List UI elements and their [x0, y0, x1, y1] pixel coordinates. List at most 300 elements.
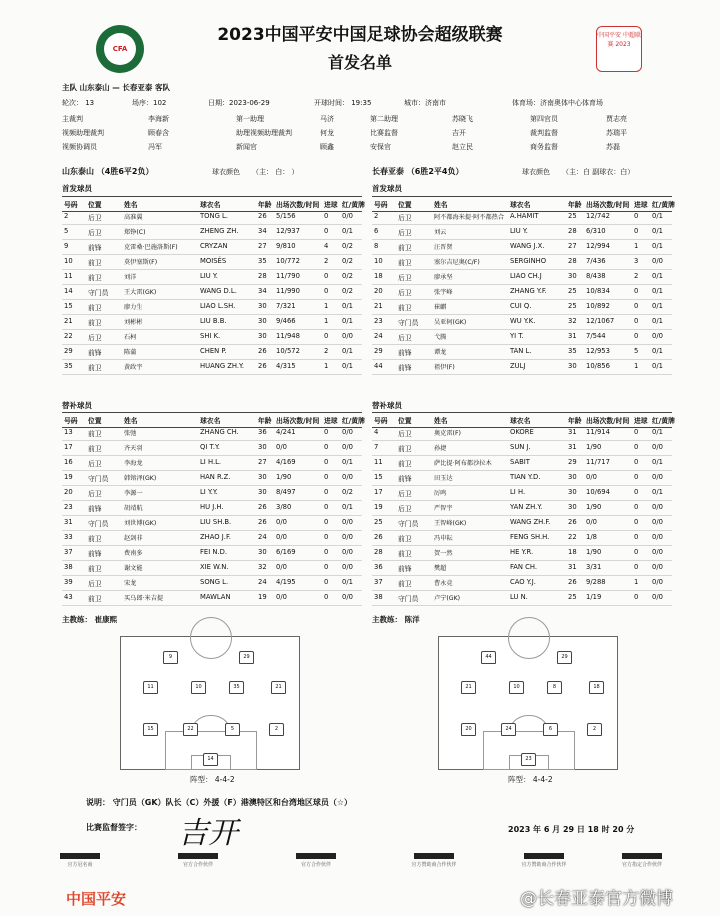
- table-cell: 买乌郎·米吉提: [124, 595, 164, 602]
- table-cell: 4/241: [276, 428, 296, 436]
- table-cell: 31: [568, 428, 577, 436]
- away-subs-col-header: 进球: [634, 417, 648, 425]
- table-row: [62, 456, 362, 471]
- teams-line: 主队 山东泰山 — 长春亚泰 客队: [62, 83, 170, 92]
- home-subs-col-header: 红/黄牌: [342, 417, 365, 425]
- player-shirt-icon: 18: [589, 681, 604, 694]
- table-cell: 前卫: [398, 460, 412, 468]
- table-cell: LI H.: [510, 488, 526, 496]
- table-cell: HU J.H.: [200, 503, 224, 511]
- table-cell: MAWLAN: [200, 593, 231, 601]
- player-shirt-icon: 29: [239, 651, 254, 664]
- table-cell: CAO Y.J.: [510, 578, 536, 586]
- table-cell: 15: [374, 473, 383, 481]
- table-cell: 1/8: [586, 533, 597, 541]
- table-cell: LIU Y.: [510, 227, 528, 235]
- away-starters-col-header: 号码: [374, 201, 388, 209]
- table-cell: LI H.L.: [200, 458, 222, 466]
- away-starters-table: [372, 196, 675, 391]
- coord-name: 冯军: [148, 143, 162, 151]
- away-coach: 主教练： 陈洋: [372, 615, 420, 624]
- table-row: [62, 210, 362, 225]
- table-cell: 前卫: [398, 580, 412, 588]
- table-cell: 0: [324, 518, 329, 526]
- player-shirt-icon: 35: [229, 681, 244, 694]
- super-label: 比赛监督: [370, 129, 398, 137]
- table-cell: 11/717: [586, 458, 610, 466]
- home-subs-table: [62, 412, 365, 612]
- table-cell: 37: [64, 548, 73, 556]
- ref-label: 主裁判: [62, 115, 83, 123]
- table-cell: 前锋: [88, 244, 102, 252]
- away-kit-values: （主：白 副球衣：白）: [562, 168, 635, 176]
- home-subs-col-header: 年龄: [258, 417, 272, 425]
- table-cell: 0/2: [342, 257, 353, 265]
- table-cell: 0: [634, 443, 639, 451]
- table-cell: 18: [568, 548, 577, 556]
- table-cell: 0/0: [276, 518, 287, 526]
- table-cell: 前卫: [88, 364, 102, 372]
- away-subs-col-header: 姓名: [434, 417, 448, 425]
- table-cell: XIE W.N.: [200, 563, 229, 571]
- table-cell: 28: [568, 257, 577, 265]
- table-cell: 8: [374, 242, 379, 250]
- table-cell: ZULJ: [510, 362, 526, 370]
- table-cell: 30: [568, 362, 577, 370]
- away-subs-label: 替补球员: [372, 401, 402, 410]
- table-cell: 29: [64, 347, 73, 355]
- table-cell: 4/315: [276, 362, 296, 370]
- table-cell: 前锋: [398, 475, 412, 483]
- table-row: [62, 330, 362, 345]
- table-row: [372, 441, 672, 456]
- table-cell: 11/790: [276, 272, 300, 280]
- table-cell: 前卫: [398, 244, 412, 252]
- press-name: 顾鑫: [320, 143, 334, 151]
- table-cell: 0: [324, 503, 329, 511]
- table-cell: 21: [64, 317, 73, 325]
- table-cell: 5: [634, 347, 639, 355]
- table-cell: 0/2: [342, 272, 353, 280]
- table-cell: 吴亚轲(GK): [434, 319, 467, 326]
- table-row: [62, 576, 362, 591]
- home-starters-col-header: 球衣名: [200, 201, 221, 209]
- table-cell: 崔麒: [434, 304, 447, 311]
- table-cell: 21: [374, 302, 383, 310]
- table-cell: 0/0: [342, 443, 353, 451]
- table-cell: 0/0: [586, 473, 597, 481]
- table-row: [372, 546, 672, 561]
- home-starters-col-header: 出场次数/时间: [276, 201, 320, 209]
- table-cell: 0/0: [276, 443, 287, 451]
- table-cell: 0/0: [652, 257, 663, 265]
- home-subs-col-header: 进球: [324, 417, 338, 425]
- fourth-name: 贾志亮: [606, 115, 627, 123]
- away-subs-col-header: 红/黄牌: [652, 417, 675, 425]
- table-cell: 刘彬彬: [124, 319, 143, 326]
- table-cell: 王大雷(GK): [124, 289, 157, 296]
- table-cell: LIAO L.SH.: [200, 302, 236, 310]
- table-cell: 0/0: [342, 563, 353, 571]
- table-cell: 31: [64, 518, 73, 526]
- table-cell: 前卫: [88, 259, 102, 267]
- away-subs-col-header: 号码: [374, 417, 388, 425]
- table-cell: 36: [258, 428, 267, 436]
- table-cell: 25: [374, 518, 383, 526]
- table-cell: 30: [258, 488, 267, 496]
- table-cell: 2: [324, 347, 329, 355]
- table-cell: 39: [64, 578, 73, 586]
- table-cell: 后卫: [88, 214, 102, 222]
- table-cell: 10/856: [586, 362, 610, 370]
- table-cell: ZHENG ZH.: [200, 227, 239, 235]
- away-subs-col-header: 位置: [398, 417, 412, 425]
- table-row: [372, 426, 672, 441]
- table-cell: ZHANG Y.F.: [510, 287, 547, 295]
- sponsor-4-label: 官方赞助商合作伙伴: [411, 862, 457, 868]
- table-cell: MOISÉS: [200, 257, 227, 265]
- table-cell: 0: [324, 578, 329, 586]
- table-cell: 25: [568, 593, 577, 601]
- table-cell: 0: [324, 488, 329, 496]
- player-shirt-icon: 20: [461, 723, 476, 736]
- home-subs-label: 替补球员: [62, 401, 92, 410]
- table-cell: 9/466: [276, 317, 296, 325]
- table-cell: 35: [258, 257, 267, 265]
- table-cell: 31: [568, 332, 577, 340]
- table-cell: 1/90: [276, 473, 292, 481]
- table-cell: 1: [324, 317, 329, 325]
- table-row: [372, 330, 672, 345]
- table-cell: 0: [634, 302, 639, 310]
- table-row: [372, 300, 672, 315]
- table-cell: 0: [634, 563, 639, 571]
- table-cell: 30: [258, 302, 267, 310]
- home-starters-col-header: 号码: [64, 201, 78, 209]
- table-cell: 38: [64, 563, 73, 571]
- table-row: [62, 426, 362, 441]
- table-cell: 樊超: [434, 565, 447, 572]
- player-shirt-icon: 15: [143, 723, 158, 736]
- table-cell: 17: [64, 443, 73, 451]
- table-cell: 0: [634, 533, 639, 541]
- table-row: [372, 591, 672, 606]
- match-date: 日期：2023-06-29: [208, 99, 270, 107]
- table-cell: 12/953: [586, 347, 610, 355]
- refsup-label: 裁判监督: [530, 129, 558, 137]
- table-cell: 0/0: [652, 563, 663, 571]
- table-cell: 19: [258, 593, 267, 601]
- player-shirt-icon: 21: [271, 681, 286, 694]
- table-cell: 前卫: [88, 319, 102, 327]
- table-row: [62, 441, 362, 456]
- table-cell: 汪晋贤: [434, 244, 453, 251]
- table-cell: 0/1: [652, 458, 663, 466]
- table-cell: 9: [64, 242, 69, 250]
- away-starters-col-header: 位置: [398, 201, 412, 209]
- table-cell: 0/1: [342, 362, 353, 370]
- table-cell: 10/892: [586, 302, 610, 310]
- table-row: [372, 360, 672, 375]
- table-cell: 冯申耘: [434, 535, 453, 542]
- kickoff: 开球时间： 19:35: [314, 99, 372, 107]
- sign-label: 比赛监督签字：: [86, 823, 142, 832]
- table-cell: 陈蒲: [124, 349, 137, 356]
- table-cell: 0/0: [652, 533, 663, 541]
- table-row: [62, 315, 362, 330]
- table-cell: 26: [258, 347, 267, 355]
- home-subs-col-header: 出场次数/时间: [276, 417, 320, 425]
- table-cell: 3/31: [586, 563, 602, 571]
- away-starters-col-header: 进球: [634, 201, 648, 209]
- super-name: 吉开: [452, 129, 466, 137]
- table-cell: 奥克雷(F): [434, 430, 461, 437]
- table-cell: 0/0: [342, 533, 353, 541]
- table-cell: 0/1: [342, 578, 353, 586]
- table-cell: 前卫: [88, 274, 102, 282]
- var-name: 顾春含: [148, 129, 169, 137]
- table-cell: 10/772: [276, 257, 300, 265]
- table-cell: 24: [258, 533, 267, 541]
- table-row: [62, 255, 362, 270]
- city: 城市：济南市: [404, 99, 446, 107]
- player-shirt-icon: 11: [143, 681, 158, 694]
- table-cell: 0: [634, 332, 639, 340]
- table-cell: 28: [568, 227, 577, 235]
- table-cell: 0/1: [652, 302, 663, 310]
- table-cell: 李源一: [124, 490, 143, 497]
- table-cell: 0: [634, 317, 639, 325]
- table-cell: 30: [568, 488, 577, 496]
- table-cell: 孙捷: [434, 445, 447, 452]
- table-cell: 30: [258, 332, 267, 340]
- table-cell: 前卫: [88, 565, 102, 573]
- table-cell: 张宇峰: [434, 289, 453, 296]
- table-row: [372, 471, 672, 486]
- table-cell: SABIT: [510, 458, 530, 466]
- table-cell: 30: [258, 473, 267, 481]
- table-cell: HUANG ZH.Y.: [200, 362, 244, 370]
- table-cell: 1: [324, 302, 329, 310]
- table-cell: 萨比提·阿布都沙拉木: [434, 460, 492, 467]
- table-cell: 0/0: [652, 548, 663, 556]
- table-cell: HAN R.Z.: [200, 473, 231, 481]
- player-shirt-icon: 22: [183, 723, 198, 736]
- table-cell: 26: [258, 503, 267, 511]
- table-cell: 1: [634, 242, 639, 250]
- home-starters-col-header: 年龄: [258, 201, 272, 209]
- table-cell: 0/0: [652, 473, 663, 481]
- away-subs-col-header: 年龄: [568, 417, 582, 425]
- table-cell: 30: [568, 272, 577, 280]
- table-cell: 0/2: [342, 242, 353, 250]
- stadium: 体育场：济南奥体中心体育场: [512, 99, 603, 107]
- table-cell: 28: [374, 548, 383, 556]
- csl-logo: 中国平安 中超联赛 2023: [596, 26, 642, 72]
- table-cell: 守门员: [398, 319, 419, 327]
- table-cell: ZHANG CH.: [200, 428, 239, 436]
- table-cell: 0: [634, 227, 639, 235]
- table-cell: 10/572: [276, 347, 300, 355]
- table-cell: 0/1: [652, 428, 663, 436]
- table-cell: 0/1: [652, 488, 663, 496]
- table-cell: 0/0: [652, 518, 663, 526]
- table-cell: 0/1: [342, 458, 353, 466]
- table-cell: 卢宁(GK): [434, 595, 461, 602]
- table-cell: 2: [374, 212, 379, 220]
- round: 轮次： 13: [62, 99, 95, 107]
- table-row: [62, 300, 362, 315]
- table-cell: 34: [258, 287, 267, 295]
- sheet-title: 首发名单: [327, 53, 392, 72]
- table-cell: ZHAO J.F.: [200, 533, 231, 541]
- table-cell: 0/1: [342, 503, 353, 511]
- table-cell: 前卫: [88, 445, 102, 453]
- table-cell: 廖力生: [124, 304, 143, 311]
- table-cell: 0/1: [342, 302, 353, 310]
- table-cell: 26: [568, 518, 577, 526]
- table-cell: 1/90: [586, 548, 602, 556]
- table-cell: 0/1: [342, 227, 353, 235]
- table-cell: 11/948: [276, 332, 300, 340]
- table-cell: 5: [64, 227, 69, 235]
- table-cell: LIU B.B.: [200, 317, 227, 325]
- fourth-label: 第四官员: [530, 115, 558, 123]
- table-row: [62, 345, 362, 360]
- table-cell: 弋腾: [434, 334, 447, 341]
- table-cell: 前卫: [398, 550, 412, 558]
- away-starters-label: 首发球员: [372, 184, 402, 193]
- table-cell: 克雷桑·巴施洛斯(F): [124, 244, 178, 251]
- signature: 吉开: [178, 816, 238, 851]
- table-row: [372, 456, 672, 471]
- player-shirt-icon: 2: [587, 723, 602, 736]
- safety-name: 赵立民: [452, 143, 473, 151]
- table-cell: 10/834: [586, 287, 610, 295]
- table-cell: SONG L.: [200, 578, 229, 586]
- player-shirt-icon: 44: [481, 651, 496, 664]
- table-cell: SHI K.: [200, 332, 221, 340]
- table-cell: 0: [324, 428, 329, 436]
- table-cell: 28: [258, 272, 267, 280]
- table-cell: 0/1: [652, 287, 663, 295]
- table-row: [372, 531, 672, 546]
- comm-label: 商务监督: [530, 143, 558, 151]
- table-cell: 44: [374, 362, 383, 370]
- table-cell: 守门员: [398, 595, 419, 603]
- table-cell: 张弛: [124, 430, 137, 437]
- table-cell: 27: [568, 242, 577, 250]
- table-cell: 0/1: [652, 317, 663, 325]
- table-cell: 35: [64, 362, 73, 370]
- away-starters-col-header: 姓名: [434, 201, 448, 209]
- table-cell: CRYZAN: [200, 242, 228, 250]
- table-row: [62, 360, 362, 375]
- table-cell: A.HAMIT: [510, 212, 539, 220]
- sponsor-1: [50, 853, 110, 868]
- table-cell: 前卫: [398, 259, 412, 267]
- table-cell: 0/0: [342, 428, 353, 436]
- table-cell: 0/0: [652, 332, 663, 340]
- table-cell: 祖伊(F): [434, 364, 455, 371]
- table-cell: 0/0: [342, 473, 353, 481]
- table-cell: 33: [64, 533, 73, 541]
- table-cell: 20: [374, 287, 383, 295]
- home-starters-col-header: 进球: [324, 201, 338, 209]
- a1-label: 第一助理: [236, 115, 264, 123]
- table-cell: 0/0: [342, 593, 353, 601]
- table-cell: 26: [374, 533, 383, 541]
- table-cell: 前卫: [88, 304, 102, 312]
- table-cell: 后卫: [398, 274, 412, 282]
- table-cell: 19: [64, 473, 73, 481]
- table-cell: 守门员: [88, 520, 109, 528]
- table-cell: 0/1: [652, 362, 663, 370]
- table-cell: 1/19: [586, 593, 602, 601]
- table-cell: 7/436: [586, 257, 606, 265]
- table-cell: 0: [324, 548, 329, 556]
- table-cell: WU Y.K.: [510, 317, 536, 325]
- table-cell: 石柯: [124, 334, 137, 341]
- table-cell: 10: [64, 257, 73, 265]
- table-cell: 30: [258, 317, 267, 325]
- ping-an-logo: 中国平安: [66, 890, 127, 908]
- table-cell: 0: [324, 563, 329, 571]
- table-cell: 6/169: [276, 548, 296, 556]
- table-cell: 胡靖航: [124, 505, 143, 512]
- table-cell: 0/1: [652, 242, 663, 250]
- table-cell: 0/0: [652, 578, 663, 586]
- table-cell: 2: [324, 257, 329, 265]
- table-cell: 郑铮(C): [124, 229, 146, 236]
- home-kit-label: 球衣颜色: [212, 168, 240, 176]
- table-row: [62, 270, 362, 285]
- table-cell: 后卫: [398, 505, 412, 513]
- table-cell: 29: [568, 458, 577, 466]
- table-cell: 王智峰(GK): [434, 520, 467, 527]
- table-cell: 6/310: [586, 227, 606, 235]
- home-starters-col-header: 姓名: [124, 201, 138, 209]
- table-cell: 7/544: [586, 332, 606, 340]
- table-cell: 0: [634, 428, 639, 436]
- table-cell: 后卫: [398, 214, 412, 222]
- home-formation-pitch: [120, 636, 300, 770]
- table-cell: CUI Q.: [510, 302, 532, 310]
- table-cell: 26: [258, 212, 267, 220]
- table-cell: 莫伊塞斯(F): [124, 259, 158, 266]
- table-cell: 0/0: [342, 212, 353, 220]
- away-subs-col-header: 球衣名: [510, 417, 531, 425]
- table-cell: LIU SH.B.: [200, 518, 232, 526]
- table-cell: 32: [258, 563, 267, 571]
- table-cell: 12/1067: [586, 317, 615, 325]
- player-shirt-icon: 14: [203, 753, 218, 766]
- table-cell: 田玉达: [434, 475, 453, 482]
- home-subs-col-header: 球衣名: [200, 417, 221, 425]
- player-shirt-icon: 24: [501, 723, 516, 736]
- table-cell: LIAO CH.J: [510, 272, 542, 280]
- sponsor-2-label: 官方合作伙伴: [182, 862, 213, 868]
- table-cell: 3: [634, 257, 639, 265]
- table-cell: 22: [568, 533, 577, 541]
- table-cell: 19: [374, 503, 383, 511]
- table-cell: 30: [258, 548, 267, 556]
- table-cell: 守门员: [88, 475, 109, 483]
- table-cell: 32: [568, 317, 577, 325]
- table-cell: 后卫: [398, 289, 412, 297]
- table-cell: FEI N.D.: [200, 548, 228, 556]
- table-cell: 30: [258, 443, 267, 451]
